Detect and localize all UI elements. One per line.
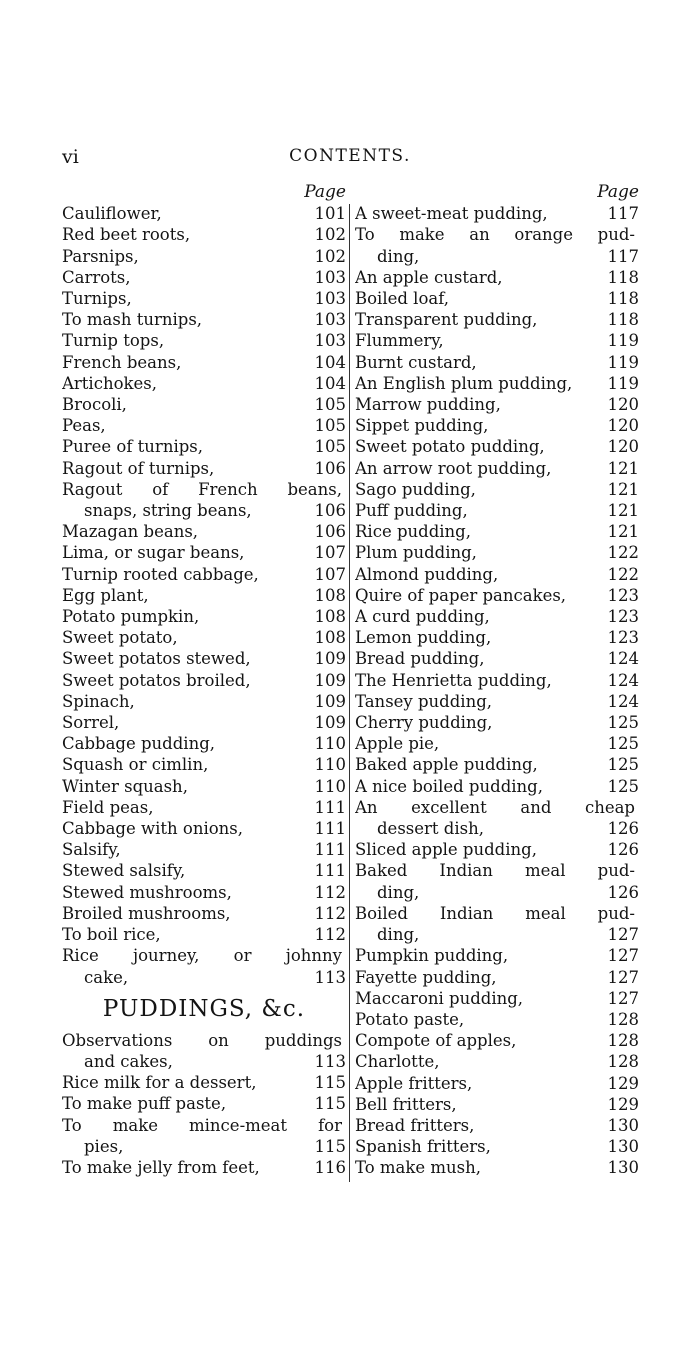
entry-page-number: 107: [314, 543, 346, 563]
contents-entry: [355, 309, 639, 330]
entry-page-number: 110: [314, 755, 346, 775]
contents-entry: [355, 479, 639, 500]
entry-page-number: 130: [607, 1115, 639, 1135]
contents-right-column: [355, 182, 639, 1179]
contents-entry: [62, 309, 346, 330]
entry-title: Ragout of turnips,: [62, 458, 215, 478]
entry-title: Ragout of French beans,: [62, 479, 342, 499]
entry-page-number: 126: [607, 840, 639, 860]
contents-entry: [62, 733, 346, 754]
contents-entry: [355, 458, 639, 479]
entry-title: Peas,: [62, 416, 106, 436]
entry-title: The Henrietta pudding,: [355, 670, 552, 690]
entry-title: Spanish fritters,: [355, 1137, 491, 1157]
contents-entry: [62, 648, 346, 669]
contents-entry: [62, 1051, 346, 1072]
entry-title: Potato paste,: [355, 1009, 465, 1029]
entry-title: Plum pudding,: [355, 543, 477, 563]
entry-title: Puree of turnips,: [62, 437, 203, 457]
entry-page-number: 122: [607, 543, 639, 563]
entry-title: Cauliflower,: [62, 204, 162, 224]
entry-title: Turnip rooted cabbage,: [62, 564, 259, 584]
entry-page-number: 118: [607, 267, 639, 287]
contents-entry: [355, 627, 639, 648]
entry-title: Mazagan beans,: [62, 522, 199, 542]
entry-page-number: 109: [314, 691, 346, 711]
contents-entry: [355, 394, 639, 415]
contents-entry: [62, 330, 346, 351]
contents-entry: [355, 818, 639, 839]
contents-entry: [62, 1072, 346, 1093]
contents-entry: [62, 500, 346, 521]
contents-entry: [62, 691, 346, 712]
entry-title: Boiled Indian meal pud-: [355, 903, 635, 923]
contents-entry: [355, 776, 639, 797]
contents-entry: [62, 436, 346, 457]
contents-entry: [355, 924, 639, 945]
entry-page-number: 127: [607, 988, 639, 1008]
entry-page-number: 126: [607, 819, 639, 839]
contents-entry: [62, 542, 346, 563]
entry-title: Apple fritters,: [355, 1073, 473, 1093]
page-header: [62, 146, 638, 170]
entry-page-number: 109: [314, 649, 346, 669]
contents-entry: [355, 733, 639, 754]
column-divider: [349, 204, 350, 1182]
entry-page-number: 122: [607, 564, 639, 584]
contents-entry: [62, 521, 346, 542]
contents-entry: [62, 373, 346, 394]
entry-title: ding,: [377, 246, 420, 266]
entry-title: An arrow root pudding,: [355, 458, 552, 478]
contents-entry: [62, 1030, 346, 1051]
contents-entry: [355, 1136, 639, 1157]
entry-title: Maccaroni pudding,: [355, 988, 524, 1008]
entry-title: Baked Indian meal pud-: [355, 861, 635, 881]
entry-page-number: 109: [314, 713, 346, 733]
entry-page-number: 127: [607, 967, 639, 987]
entry-title: A nice boiled pudding,: [355, 776, 543, 796]
entry-title: Quire of paper pancakes,: [355, 585, 567, 605]
entry-page-number: 130: [607, 1137, 639, 1157]
contents-entry: [62, 818, 346, 839]
contents-entry: [355, 988, 639, 1009]
entry-page-number: 128: [607, 1031, 639, 1051]
entry-title: To make jelly from feet,: [62, 1157, 260, 1177]
entry-title: Squash or cimlin,: [62, 755, 209, 775]
entry-page-number: 130: [607, 1158, 639, 1178]
entry-page-number: 115: [314, 1136, 346, 1156]
entry-page-number: 111: [314, 819, 346, 839]
entry-page-number: 123: [607, 628, 639, 648]
entry-page-number: 103: [314, 289, 346, 308]
contents-entry: [355, 500, 639, 521]
entry-title: To make puff paste,: [62, 1094, 227, 1114]
contents-entry: [62, 670, 346, 691]
entry-title: Sago pudding,: [355, 479, 476, 499]
contents-entry: [62, 394, 346, 415]
entry-page-number: 104: [314, 373, 346, 393]
contents-entry: [62, 203, 346, 224]
contents-entry: [355, 1051, 639, 1072]
entry-title: Turnip tops,: [62, 331, 165, 351]
contents-entry: [355, 1030, 639, 1051]
entry-title: Boiled loaf,: [355, 289, 449, 308]
entry-title: Spinach,: [62, 691, 135, 711]
contents-entry: [62, 924, 346, 945]
contents-entry: [62, 267, 346, 288]
entry-title: Sweet potato pudding,: [355, 437, 545, 457]
entry-title: Bread pudding,: [355, 649, 485, 669]
entry-title: Sorrel,: [62, 713, 120, 733]
entry-page-number: 119: [607, 331, 639, 351]
entry-title: Charlotte,: [355, 1052, 440, 1072]
entry-page-number: 116: [314, 1157, 346, 1177]
entry-title: Cherry pudding,: [355, 713, 493, 733]
entry-page-number: 112: [314, 903, 346, 923]
entry-page-number: 113: [314, 967, 346, 987]
contents-entry: [62, 352, 346, 373]
entry-title: Sweet potato,: [62, 628, 178, 648]
contents-entry: [355, 1073, 639, 1094]
entry-title: Bell fritters,: [355, 1094, 457, 1114]
entry-page-number: 105: [314, 395, 346, 415]
entry-title: Marrow pudding,: [355, 395, 501, 415]
entry-page-number: 115: [314, 1073, 346, 1093]
entry-title: An apple custard,: [355, 267, 503, 287]
entry-title: Burnt custard,: [355, 352, 477, 372]
entry-page-number: 129: [607, 1073, 639, 1093]
entry-title: To boil rice,: [62, 925, 161, 945]
entry-page-number: 125: [607, 755, 639, 775]
contents-entry: [62, 288, 346, 309]
entry-title: Red beet roots,: [62, 225, 191, 245]
contents-entry: [355, 267, 639, 288]
entry-title: Sweet potatos broiled,: [62, 670, 251, 690]
contents-entry: [62, 882, 346, 903]
entry-title: Cabbage pudding,: [62, 734, 216, 754]
entry-title: Puff pudding,: [355, 501, 468, 521]
entry-page-number: 119: [607, 373, 639, 393]
entry-title: To make mush,: [355, 1158, 482, 1178]
entry-page-number: 112: [314, 882, 346, 902]
entry-page-number: 127: [607, 925, 639, 945]
contents-entry: [355, 754, 639, 775]
entry-page-number: 121: [607, 479, 639, 499]
entry-page-number: 121: [607, 458, 639, 478]
contents-entry: [355, 903, 639, 924]
entry-title: Almond pudding,: [355, 564, 499, 584]
entry-title: Artichokes,: [62, 373, 157, 393]
page-column-label: Page: [304, 182, 346, 202]
contents-entry: [62, 479, 346, 500]
contents-entry: [62, 564, 346, 585]
entry-title: Sippet pudding,: [355, 416, 489, 436]
entry-title: Stewed salsify,: [62, 861, 186, 881]
entry-title: Egg plant,: [62, 585, 149, 605]
entry-page-number: 125: [607, 713, 639, 733]
entry-page-number: 101: [314, 204, 346, 224]
entry-page-number: 125: [607, 734, 639, 754]
entry-title: Carrots,: [62, 267, 131, 287]
entry-title: Turnips,: [62, 289, 132, 308]
contents-entry: [62, 945, 346, 966]
contents-entry: [355, 542, 639, 563]
contents-entry: [355, 860, 639, 881]
entry-title: Salsify,: [62, 840, 121, 860]
entry-title: snaps, string beans,: [84, 501, 252, 521]
contents-entry: [355, 224, 639, 245]
entry-title: Transparent pudding,: [355, 310, 538, 330]
entry-page-number: 117: [607, 246, 639, 266]
contents-entry: [355, 203, 639, 224]
entry-page-number: 103: [314, 331, 346, 351]
section-heading: PUDDINGS, &c.: [102, 995, 306, 1022]
entry-title: cake,: [84, 967, 129, 987]
entry-title: Winter squash,: [62, 776, 188, 796]
contents-entry: [355, 967, 639, 988]
entry-title: Parsnips,: [62, 246, 139, 266]
contents-entry: [62, 627, 346, 648]
entry-page-number: 108: [314, 607, 346, 627]
entry-page-number: 124: [607, 649, 639, 669]
contents-entry: [62, 458, 346, 479]
entry-title: Sliced apple pudding,: [355, 840, 537, 860]
entry-page-number: 107: [314, 564, 346, 584]
entry-title: Cabbage with onions,: [62, 819, 244, 839]
entry-page-number: 126: [607, 882, 639, 902]
entry-page-number: 120: [607, 395, 639, 415]
contents-entry: [355, 1115, 639, 1136]
contents-entry: [355, 330, 639, 351]
left-entry-list-puddings: [62, 1030, 346, 1178]
entry-title: Lima, or sugar beans,: [62, 543, 245, 563]
entry-page-number: 128: [607, 1009, 639, 1029]
entry-page-number: 103: [314, 267, 346, 287]
folio-number: vi: [62, 146, 79, 168]
entry-title: Bread fritters,: [355, 1115, 475, 1135]
contents-entry: [355, 606, 639, 627]
entry-title: Rice journey, or johnny: [62, 946, 342, 966]
left-entry-list: [62, 203, 346, 988]
contents-entry: [62, 776, 346, 797]
contents-entry: [355, 882, 639, 903]
entry-page-number: 110: [314, 734, 346, 754]
entry-title: ding,: [377, 882, 420, 902]
entry-title: Observations on puddings: [62, 1030, 342, 1050]
entry-title: Fayette pudding,: [355, 967, 497, 987]
entry-page-number: 120: [607, 437, 639, 457]
contents-entry: [355, 1094, 639, 1115]
entry-title: Pumpkin pudding,: [355, 946, 509, 966]
contents-entry: [62, 860, 346, 881]
entry-title: and cakes,: [84, 1051, 173, 1071]
entry-title: Tansey pudding,: [355, 691, 493, 711]
contents-entry: [355, 521, 639, 542]
contents-entry: [355, 288, 639, 309]
contents-entry: [62, 1136, 346, 1157]
contents-entry: [62, 754, 346, 775]
entry-page-number: 113: [314, 1051, 346, 1071]
contents-entry: [62, 246, 346, 267]
entry-page-number: 105: [314, 416, 346, 436]
entry-page-number: 125: [607, 776, 639, 796]
contents-entry: [355, 797, 639, 818]
entry-title: Flummery,: [355, 331, 444, 351]
contents-entry: [355, 246, 639, 267]
entry-title: Sweet potatos stewed,: [62, 649, 251, 669]
entry-title: Field peas,: [62, 797, 154, 817]
entry-page-number: 109: [314, 670, 346, 690]
entry-title: Stewed mushrooms,: [62, 882, 232, 902]
entry-title: Rice pudding,: [355, 522, 471, 542]
entry-title: French beans,: [62, 352, 182, 372]
contents-entry: [355, 373, 639, 394]
contents-entry: [62, 224, 346, 245]
entry-page-number: 121: [607, 501, 639, 521]
contents-entry: [355, 670, 639, 691]
entry-page-number: 104: [314, 352, 346, 372]
page-column-label: Page: [597, 182, 639, 202]
entry-title: To make mince-meat for: [62, 1115, 342, 1135]
entry-page-number: 124: [607, 670, 639, 690]
entry-page-number: 127: [607, 946, 639, 966]
entry-page-number: 121: [607, 522, 639, 542]
entry-title: dessert dish,: [377, 819, 484, 839]
contents-entry: [62, 967, 346, 988]
entry-title: Apple pie,: [355, 734, 440, 754]
entry-page-number: 112: [314, 925, 346, 945]
entry-page-number: 102: [314, 225, 346, 245]
entry-title: Compote of apples,: [355, 1031, 517, 1051]
entry-page-number: 129: [607, 1094, 639, 1114]
entry-page-number: 119: [607, 352, 639, 372]
entry-page-number: 111: [314, 861, 346, 881]
entry-page-number: 111: [314, 840, 346, 860]
entry-page-number: 128: [607, 1052, 639, 1072]
entry-title: An excellent and cheap: [355, 797, 635, 817]
entry-page-number: 105: [314, 437, 346, 457]
entry-title: Broiled mushrooms,: [62, 903, 231, 923]
contents-entry: [62, 903, 346, 924]
contents-entry: [355, 1157, 639, 1178]
entry-title: A sweet-meat pudding,: [355, 204, 548, 224]
entry-page-number: 118: [607, 289, 639, 308]
contents-entry: [62, 415, 346, 436]
contents-entry: [355, 564, 639, 585]
contents-entry: [355, 352, 639, 373]
entry-page-number: 106: [314, 522, 346, 542]
contents-entry: [355, 415, 639, 436]
entry-page-number: 123: [607, 585, 639, 605]
contents-entry: [355, 839, 639, 860]
contents-entry: [355, 648, 639, 669]
entry-page-number: 115: [314, 1094, 346, 1114]
contents-entry: [62, 797, 346, 818]
contents-left-column: [62, 182, 346, 1178]
entry-title: Baked apple pudding,: [355, 755, 538, 775]
running-title: CONTENTS.: [289, 146, 411, 166]
contents-entry: [355, 945, 639, 966]
entry-title: Brocoli,: [62, 395, 127, 415]
entry-title: pies,: [84, 1136, 124, 1156]
entry-page-number: 106: [314, 501, 346, 521]
contents-entry: [355, 1009, 639, 1030]
contents-entry: [62, 606, 346, 627]
entry-page-number: 110: [314, 776, 346, 796]
entry-page-number: 108: [314, 585, 346, 605]
entry-title: A curd pudding,: [355, 607, 490, 627]
contents-entry: [62, 839, 346, 860]
entry-page-number: 118: [607, 310, 639, 330]
contents-entry: [62, 1115, 346, 1136]
contents-entry: [62, 1093, 346, 1114]
contents-entry: [355, 585, 639, 606]
contents-entry: [62, 1157, 346, 1178]
contents-entry: [355, 712, 639, 733]
entry-page-number: 108: [314, 628, 346, 648]
contents-entry: [355, 436, 639, 457]
entry-title: Lemon pudding,: [355, 628, 492, 648]
entry-page-number: 117: [607, 204, 639, 224]
entry-title: To mash turnips,: [62, 310, 203, 330]
entry-page-number: 103: [314, 310, 346, 330]
entry-page-number: 123: [607, 607, 639, 627]
entry-title: Potato pumpkin,: [62, 607, 200, 627]
entry-page-number: 106: [314, 458, 346, 478]
entry-title: ding,: [377, 925, 420, 945]
contents-entry: [355, 691, 639, 712]
contents-entry: [62, 585, 346, 606]
entry-title: Rice milk for a dessert,: [62, 1073, 257, 1093]
contents-entry: [62, 712, 346, 733]
entry-page-number: 111: [314, 797, 346, 817]
entry-page-number: 124: [607, 691, 639, 711]
entry-page-number: 102: [314, 246, 346, 266]
entry-title: An English plum pudding,: [355, 373, 573, 393]
entry-title: To make an orange pud-: [355, 225, 635, 245]
right-entry-list: [355, 203, 639, 1178]
entry-page-number: 120: [607, 416, 639, 436]
